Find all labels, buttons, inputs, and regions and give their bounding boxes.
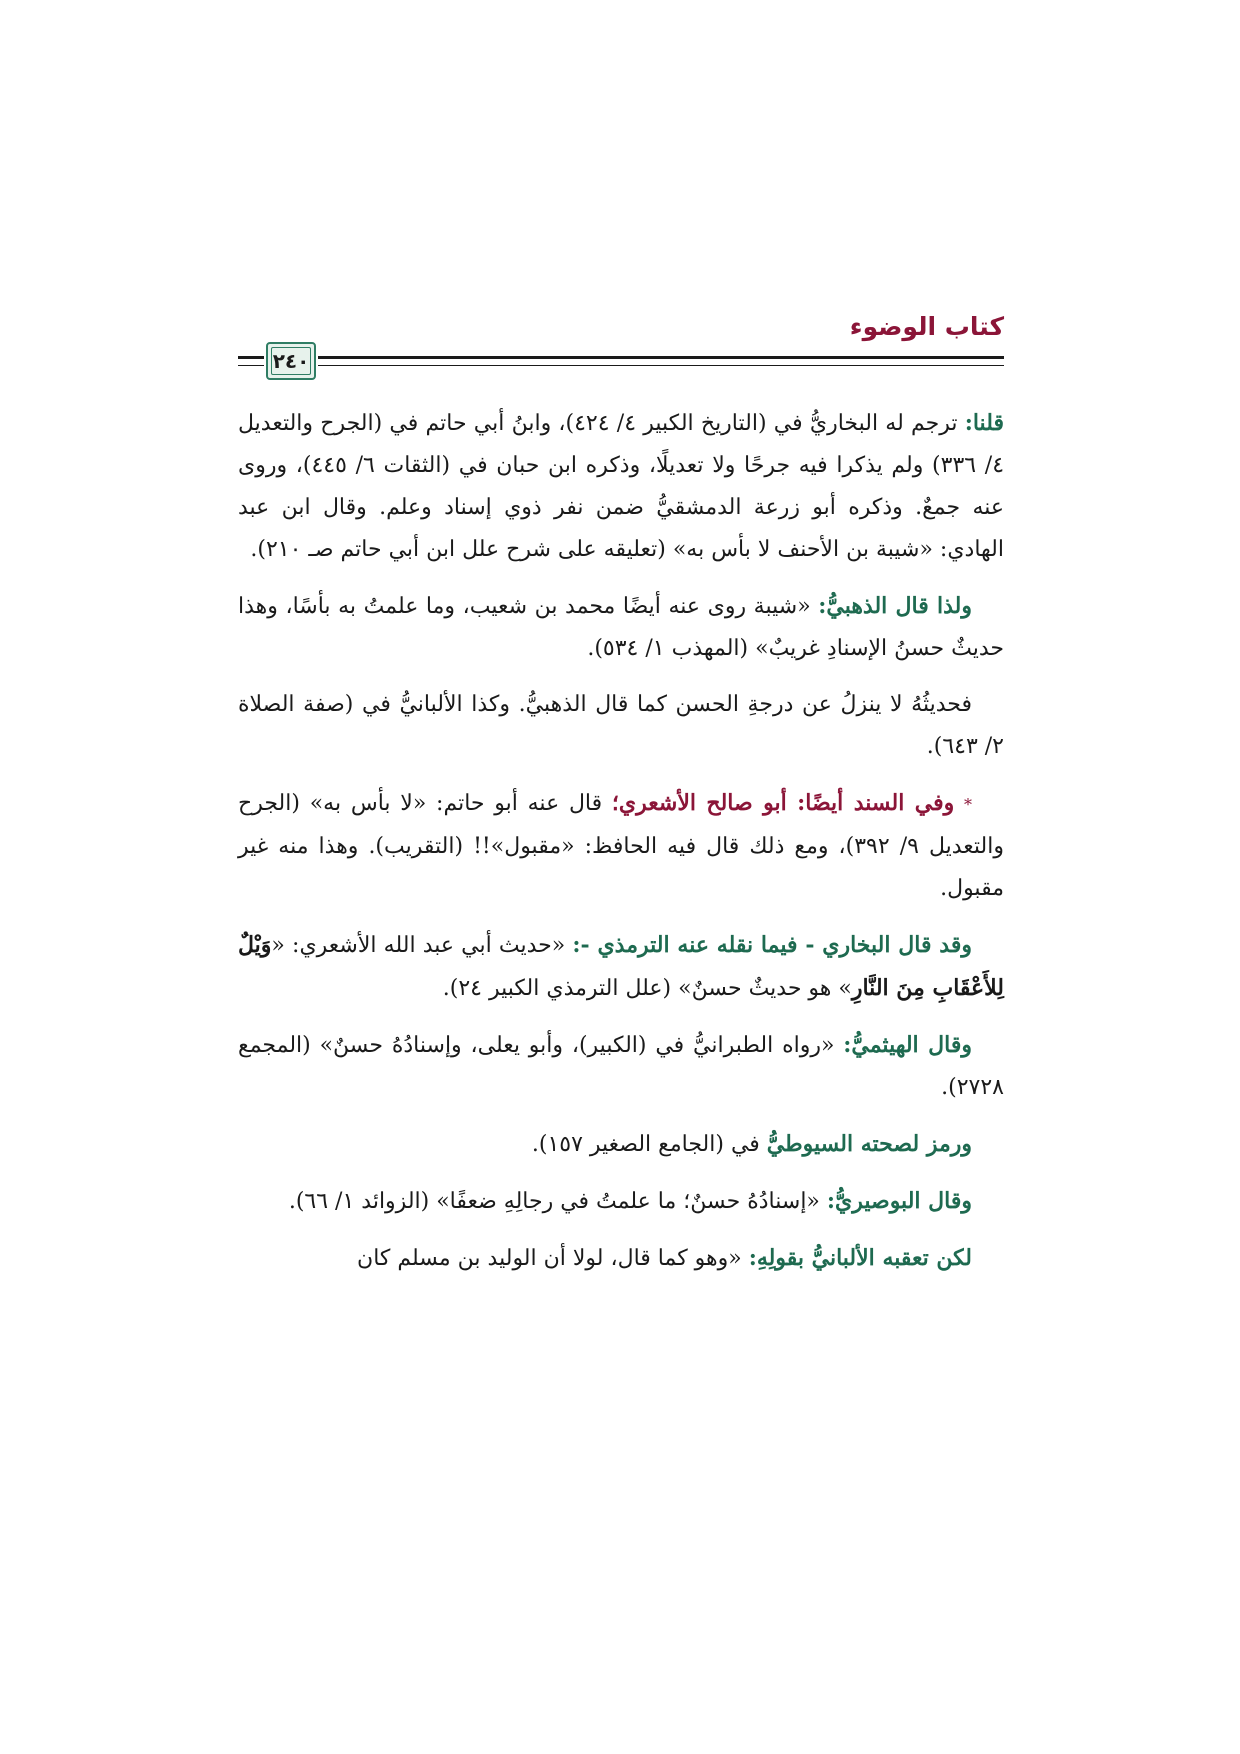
paragraph-text: فحديثُهُ لا ينزلُ عن درجةِ الحسن كما قال الذهبيُّ. وكذا الألبانيُّ في (صفة الصلاة ٢/ ٦٤٣). xyxy=(238,692,1004,759)
paragraph-lead: لكن تعقبه الألبانيُّ بقولِهِ: xyxy=(748,1245,972,1271)
bullet-star: * xyxy=(964,795,972,814)
paragraph-text: «حديث أبي عبد الله الأشعري: « xyxy=(271,933,573,958)
header-rule-left-2 xyxy=(238,365,264,366)
page-number-frame xyxy=(266,342,316,380)
paragraph-6 xyxy=(238,1024,1004,1109)
header-rule-thick xyxy=(318,356,1004,359)
paragraph-text-end: » هو حديثٌ حسنٌ» (علل الترمذي الكبير ٢٤). xyxy=(442,976,852,1001)
paragraph-lead: وفي السند أيضًا: أبو صالح الأشعري؛ xyxy=(611,790,955,816)
page-number: ٢٤٠ xyxy=(272,349,310,373)
hadith-quote: وَيْلٌ لِلأَعْقَابِ مِنَ النَّارِ xyxy=(238,932,1004,1001)
header-rule-thin xyxy=(318,365,1004,366)
paragraph-text: «رواه الطبرانيُّ في (الكبير)، وأبو يعلى، وإسنادُهُ حسنٌ» (المجمع ٢٧٢٨). xyxy=(238,1033,1004,1100)
paragraph-lead: وقد قال البخاري - فيما نقله عنه الترمذي -: xyxy=(572,932,972,958)
paragraph-7 xyxy=(238,1123,1004,1166)
paragraph-text: ترجم له البخاريُّ في (التاريخ الكبير ٤/ ٤٢٤)، وابنُ أبي حاتم في (الجرح والتعديل ٤/ ٣٣٦) ولم يذكرا فيه جرحًا ولا تعديلًا، وذكره ابن حبان في (الثقات ٦/ ٤٤٥)، وروى عنه جمعٌ. وذكره أبو زرعة الدمشقيُّ ضمن نفر ذوي إسناد وعلم. وقال ابن عبد الهادي: «شيبة بن الأحنف لا بأس به» (تعليقه على شرح علل ابن أبي حاتم صـ ٢١٠). xyxy=(238,411,1005,562)
paragraph-8 xyxy=(238,1180,1004,1223)
paragraph-2 xyxy=(238,585,1004,670)
paragraph-5 xyxy=(238,924,1004,1010)
paragraph-lead: ولذا قال الذهبيُّ: xyxy=(818,593,972,619)
paragraph-text: «وهو كما قال، لولا أن الوليد بن مسلم كان xyxy=(357,1246,749,1271)
page-header xyxy=(238,312,1004,392)
main-text xyxy=(238,402,1004,1294)
paragraph-lead: وقال البوصيريُّ: xyxy=(826,1188,972,1214)
paragraph-9 xyxy=(238,1237,1004,1280)
paragraph-lead: قلنا: xyxy=(964,410,1004,436)
paragraph-3 xyxy=(238,684,1004,768)
book-title: كتاب الوضوء xyxy=(849,312,1004,341)
paragraph-4 xyxy=(238,782,1004,910)
paragraph-text: «إسنادُهُ حسنٌ؛ ما علمتُ في رجالِهِ ضعفًا» (الزوائد ١/ ٦٦). xyxy=(288,1189,827,1214)
paragraph-lead: ورمز لصحته السيوطيُّ xyxy=(766,1131,972,1157)
paragraph-1 xyxy=(238,402,1004,571)
header-rule-left-1 xyxy=(238,356,264,359)
paragraph-lead: وقال الهيثميُّ: xyxy=(843,1032,972,1058)
paragraph-text: «شيبة روى عنه أيضًا محمد بن شعيب، وما علمتُ به بأسًا، وهذا حديثٌ حسنُ الإسنادِ غريبٌ» (المهذب ١/ ٥٣٤). xyxy=(238,594,1004,661)
paragraph-text: قال عنه أبو حاتم: «لا بأس به» (الجرح والتعديل ٩/ ٣٩٢)، ومع ذلك قال فيه الحافظ: «مقبول»!! (التقريب). وهذا منه غير مقبول. xyxy=(238,791,1004,901)
paragraph-text: في (الجامع الصغير ١٥٧). xyxy=(531,1132,767,1157)
